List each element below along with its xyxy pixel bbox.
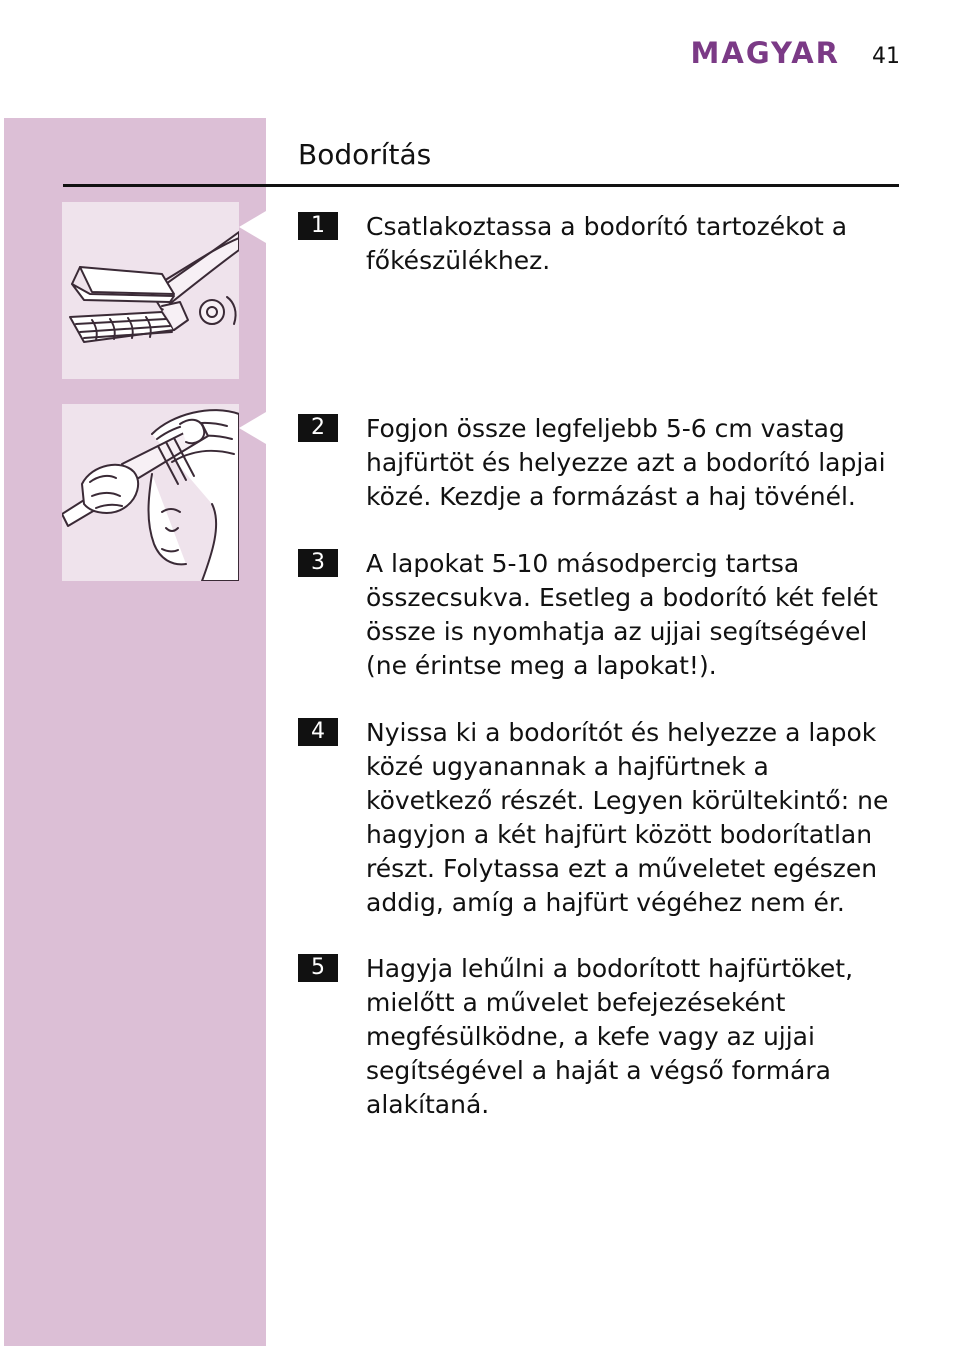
illustration-pointer [239,211,266,243]
step-number-badge: 2 [298,414,338,442]
step-number-badge: 4 [298,718,338,746]
step-text: A lapokat 5-10 másodpercig tartsa összecsukva. Esetleg a bodorító két felét össze is nyomhatja az ujjai segítségével (ne érintse meg a lapokat!). [366,549,878,680]
illustration-pointer [239,412,266,444]
section-title: Bodorítás [298,138,432,171]
step-number-badge: 1 [298,212,338,240]
step-text: Csatlakoztassa a bodorító tartozékot a főkészülékhez. [366,212,848,275]
step-number-badge: 5 [298,954,338,982]
crimping-iron-icon [62,202,239,379]
step-text: Hagyja lehűlni a bodorított hajfürtöket, mielőtt a művelet befejezéseként megfésülködne, a kefe vagy az ujjai segítségével a haját a végső formára alakítaná. [366,954,854,1119]
step-number-badge: 3 [298,549,338,577]
hair-crimping-illustration [62,404,239,581]
language-header: MAGYAR [690,36,840,70]
page-number: 41 [872,44,900,69]
step-text: Fogjon össze legfeljebb 5-6 cm vastag hajfürtöt és helyezze azt a bodorító lapjai közé. Kezdje a formázást a haj tövénél. [366,414,886,511]
woman-crimping-hair-icon [62,404,239,581]
crimper-illustration [62,202,239,379]
title-rule [63,184,899,187]
step-text: Nyissa ki a bodorítót és helyezze a lapok közé ugyanannak a hajfürtnek a következő részét. Legyen körültekintő: ne hagyjon a két hajfürt között bodorítatlan részt. Folytassa ezt a műveletet egészen addig, amíg a hajfürt végéhez nem ér. [366,718,889,917]
